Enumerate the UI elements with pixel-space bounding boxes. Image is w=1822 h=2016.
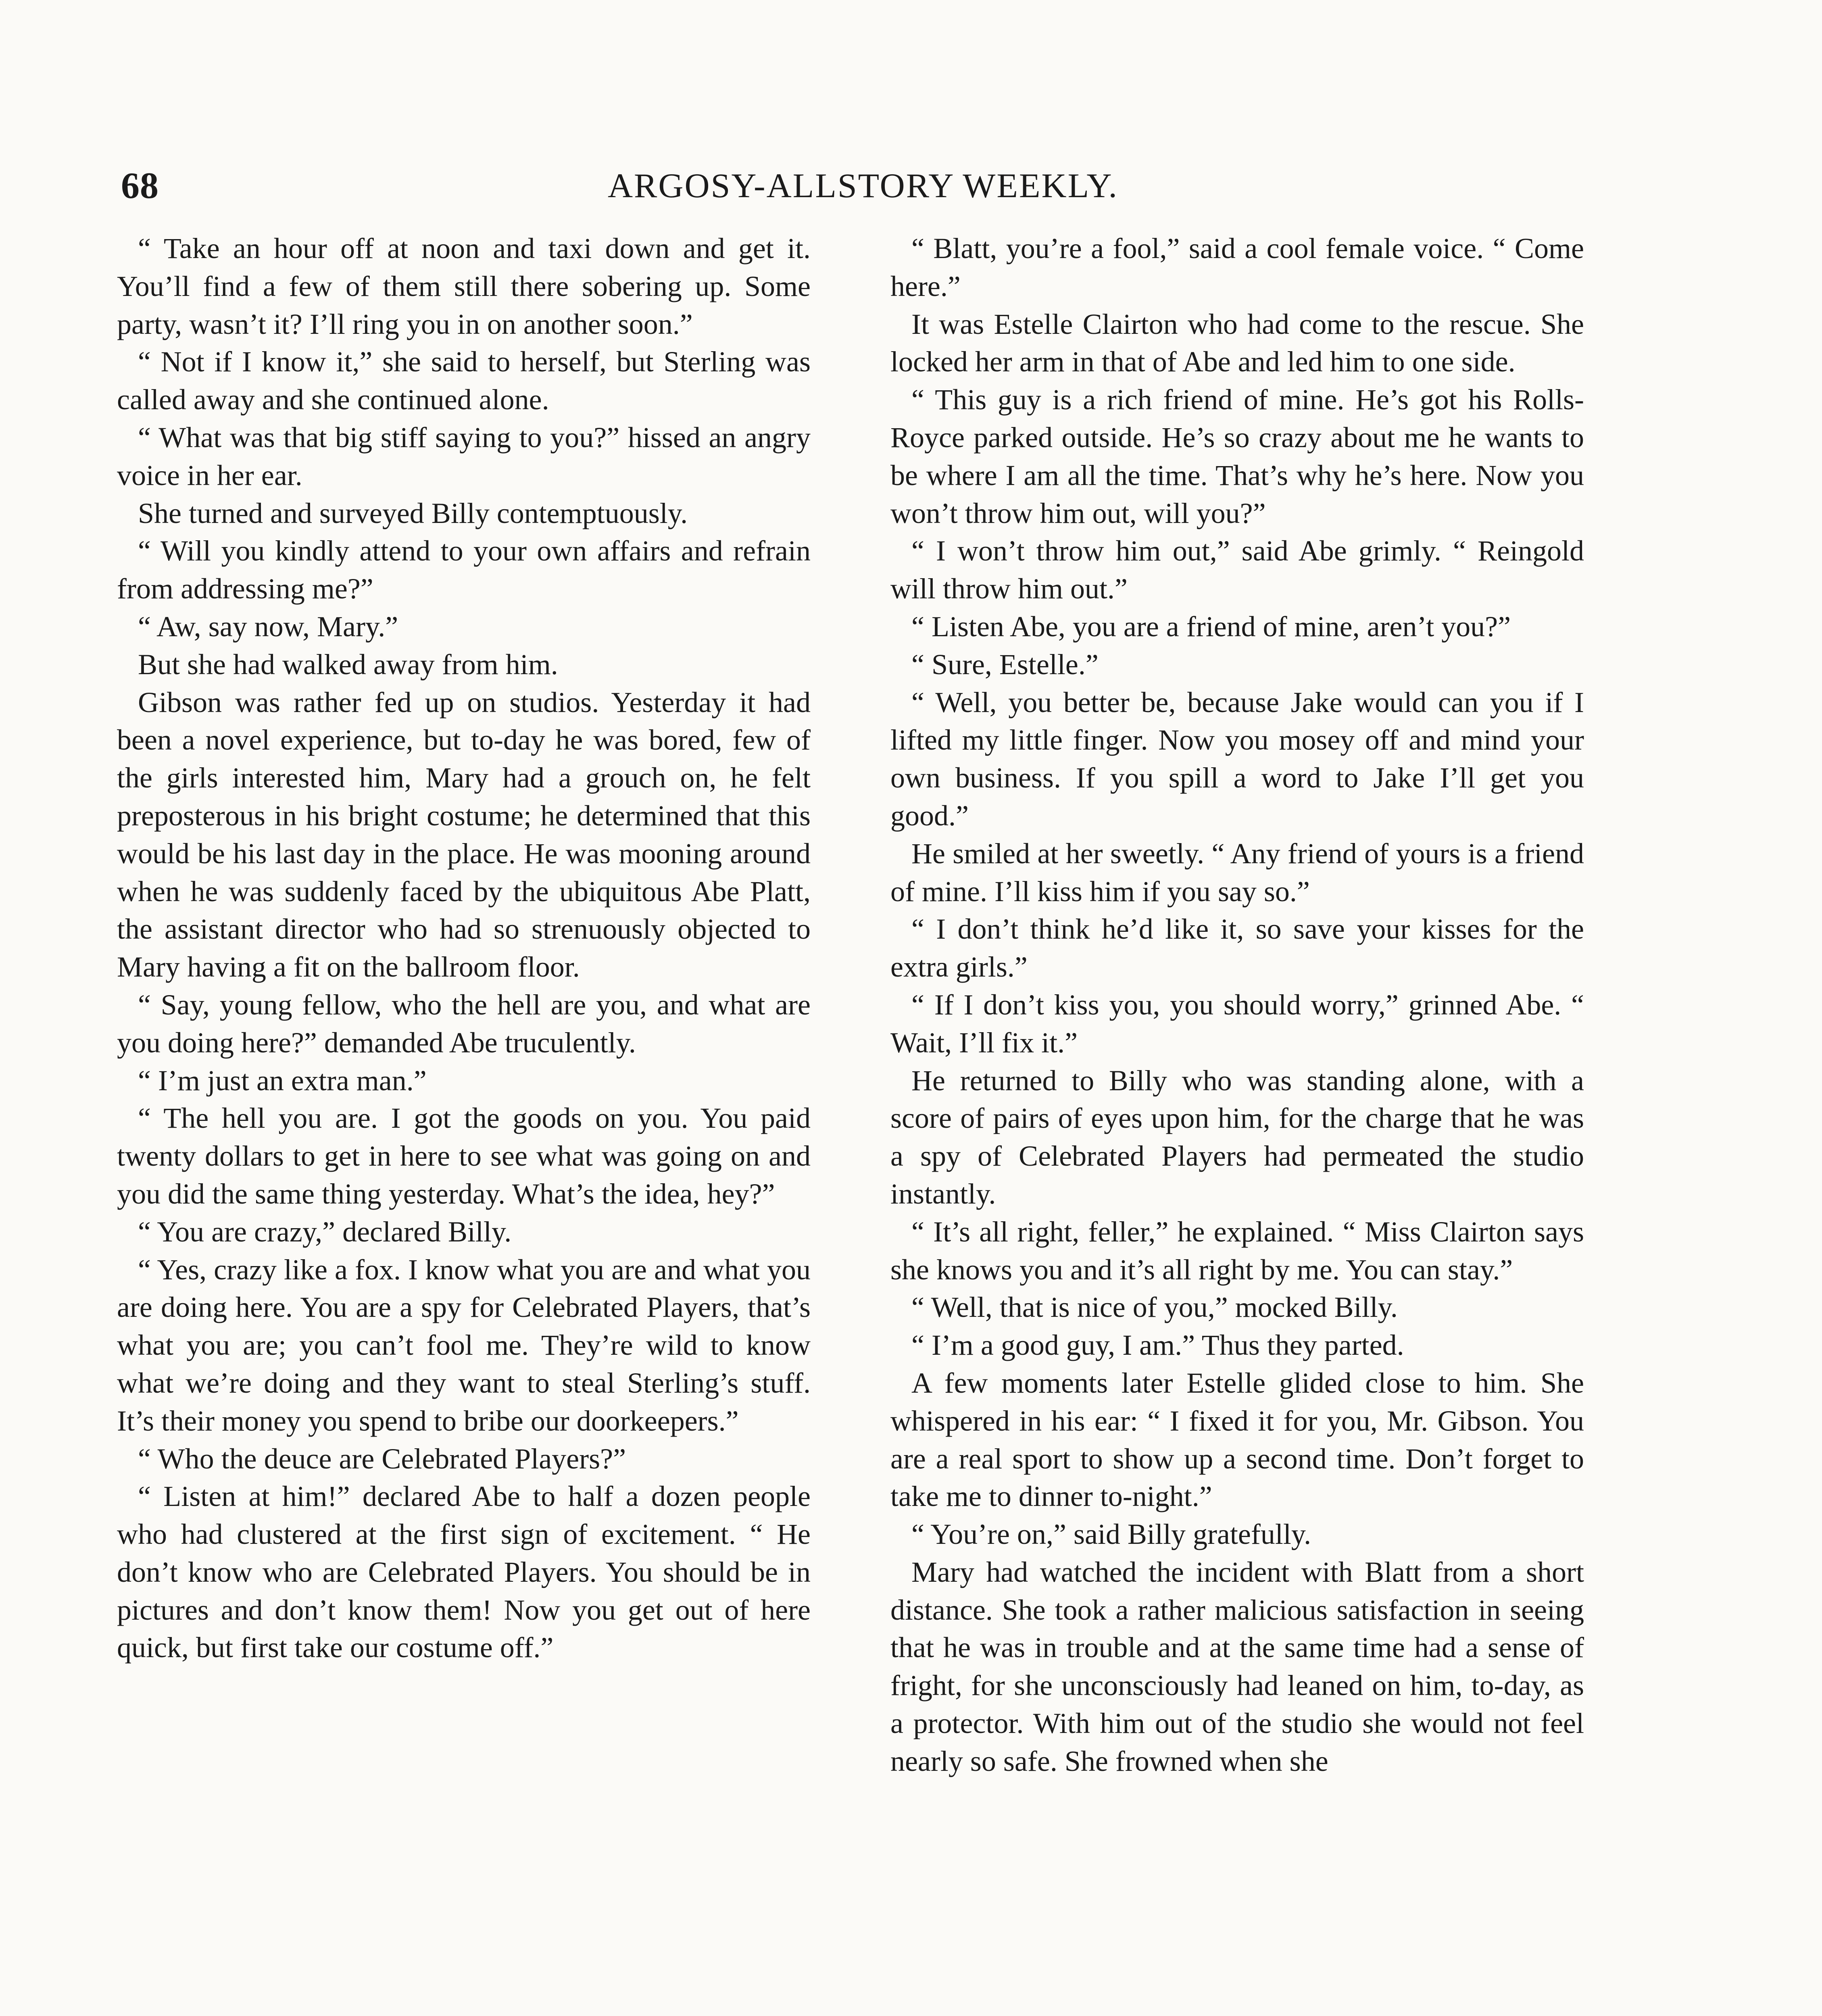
paragraph: “ I’m a good guy, I am.” Thus they parted. xyxy=(911,1329,1404,1362)
paragraph: “ This guy is a rich friend of mine. He’s got his Rolls-Royce parked outside. He’s so crazy about me he wants to be where I am all the time. That’s why he’s here. Now you won’t throw him out, will you?” xyxy=(890,383,1584,529)
paragraph: Gibson was rather fed up on studios. Yesterday it had been a novel experience, but to-day he was bored, few of the girls interested him, Mary had a grouch on, he felt preposterous in his bright costume; he determined that this would be his last day in the place. He was mooning around when he was suddenly faced by the ubiquitous Abe Platt, the assistant director who had so strenuously objected to Mary having a fit on the ballroom floor. xyxy=(117,686,811,983)
paragraph: “ It’s all right, feller,” he explained. “ Miss Clairton says she knows you and it’s all right by me. You can stay.” xyxy=(890,1215,1584,1286)
page-number: 68 xyxy=(121,165,159,206)
paragraph: “ You’re on,” said Billy gratefully. xyxy=(911,1518,1311,1551)
paragraph: “ The hell you are. I got the goods on you. You paid twenty dollars to get in here to see what was going on and you did the same thing yesterday. What’s the idea, hey?” xyxy=(117,1102,811,1210)
paragraph: But she had walked away from him. xyxy=(138,648,558,681)
paragraph: “ Will you kindly attend to your own affairs and refrain from addressing me?” xyxy=(117,535,811,605)
paragraph: “ Not if I know it,” she said to herself, but Sterling was called away and she continued alone. xyxy=(117,346,811,416)
paragraph: He returned to Billy who was standing alone, with a score of pairs of eyes upon him, for the charge that he was a spy of Celebrated Players had permeated the studio instantly. xyxy=(890,1064,1584,1210)
paragraph: “ If I don’t kiss you, you should worry,” grinned Abe. “ Wait, I’ll fix it.” xyxy=(890,988,1584,1059)
paragraph: “ What was that big stiff saying to you?” hissed an angry voice in her ear. xyxy=(117,421,811,492)
paragraph: “ Yes, crazy like a fox. I know what you are and what you are doing here. You are a spy for Celebrated Players, that’s what you are; you can’t fool me. They’re wild to know what we’re doing and they want to steal Sterling’s stuff. It’s their money you spend to bribe our doorkeepers.” xyxy=(117,1253,811,1437)
paragraph: She turned and surveyed Billy contemptuously. xyxy=(138,497,688,529)
paragraph: Mary had watched the incident with Blatt from a short distance. She took a rather malicious satisfaction in seeing that he was in trouble and at the same time had a sense of fright, for she unconsciously had leaned on him, to-day, as a protector. With him out of the studio she would not feel nearly so safe. She frowned when she xyxy=(890,1556,1584,1777)
right-column xyxy=(890,230,1584,1781)
paragraph: “ You are crazy,” declared Billy. xyxy=(138,1215,512,1248)
paragraph: “ Well, that is nice of you,” mocked Billy. xyxy=(911,1291,1398,1324)
paragraph: He smiled at her sweetly. “ Any friend of yours is a friend of mine. I’ll kiss him if you say so.” xyxy=(890,837,1584,908)
paragraph: It was Estelle Clairton who had come to the rescue. She locked her arm in that of Abe and led him to one side. xyxy=(890,308,1584,378)
left-column xyxy=(117,230,811,1667)
paragraph: “ Aw, say now, Mary.” xyxy=(138,610,398,643)
paragraph: “ I won’t throw him out,” said Abe grimly. “ Reingold will throw him out.” xyxy=(890,535,1584,605)
running-head: ARGOSY-ALLSTORY WEEKLY. xyxy=(607,166,1119,205)
paragraph: “ Well, you better be, because Jake would can you if I lifted my little finger. Now you mosey off and mind your own business. If you spill a word to Jake I’ll get you good.” xyxy=(890,686,1584,832)
paragraph: “ I don’t think he’d like it, so save your kisses for the extra girls.” xyxy=(890,913,1584,983)
paragraph: “ Say, young fellow, who the hell are you, and what are you doing here?” demanded Abe truculently. xyxy=(117,988,811,1059)
paragraph: “ Listen at him!” declared Abe to half a dozen people who had clustered at the first sign of excitement. “ He don’t know who are Celebrated Players. You should be in pictures and don’t know them! Now you get out of here quick, but first take our costume off.” xyxy=(117,1480,811,1664)
paragraph: “ Sure, Estelle.” xyxy=(911,648,1099,681)
paragraph: “ Listen Abe, you are a friend of mine, aren’t you?” xyxy=(911,610,1511,643)
page-header xyxy=(121,161,1605,210)
paragraph: A few moments later Estelle glided close to him. She whispered in his ear: “ I fixed it for you, Mr. Gibson. You are a real sport to show up a second time. Don’t forget to take me to dinner to-night.” xyxy=(890,1366,1584,1513)
paragraph: “ Take an hour off at noon and taxi down and get it. You’ll find a few of them still there sobering up. Some party, wasn’t it? I’ll ring you in on another soon.” xyxy=(117,232,811,340)
paragraph: “ I’m just an extra man.” xyxy=(138,1064,427,1097)
paragraph: “ Blatt, you’re a fool,” said a cool female voice. “ Come here.” xyxy=(890,232,1584,302)
paragraph: “ Who the deuce are Celebrated Players?” xyxy=(138,1442,626,1475)
